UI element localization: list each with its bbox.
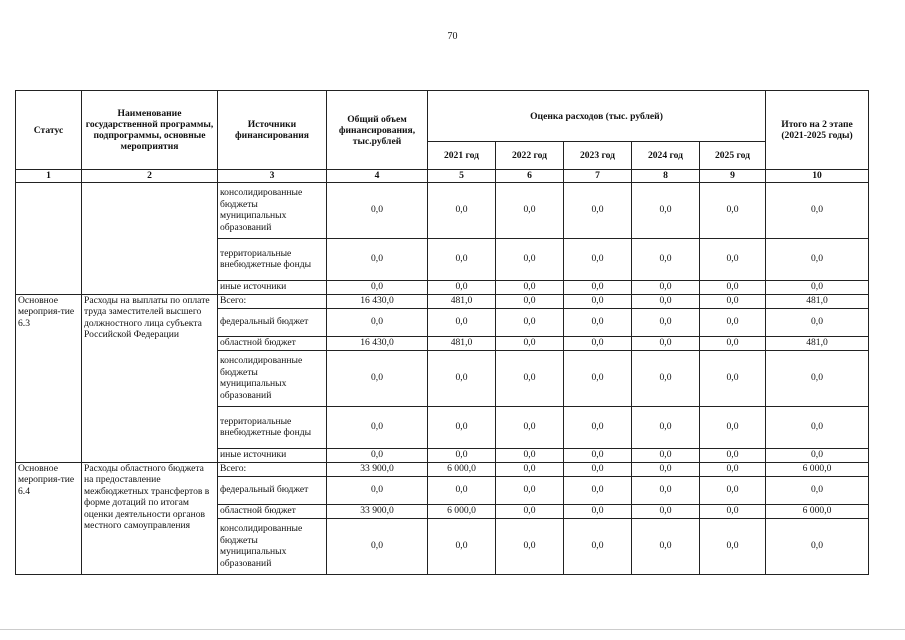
column-number: 6 [496,170,564,183]
funding-source-cell: Всего: [218,294,327,308]
header-year: 2024 год [632,142,700,170]
year-amount-cell: 0,0 [632,476,700,504]
year-amount-cell: 0,0 [632,518,700,574]
header-year: 2025 год [700,142,766,170]
year-amount-cell: 0,0 [428,238,496,280]
stage-total-cell: 0,0 [766,476,869,504]
stage-total-cell: 481,0 [766,294,869,308]
year-amount-cell: 0,0 [564,476,632,504]
year-amount-cell: 0,0 [564,518,632,574]
program-name-cell [82,182,218,294]
year-amount-cell: 0,0 [700,518,766,574]
year-amount-cell: 0,0 [700,308,766,336]
page-number: 70 [447,31,458,42]
year-amount-cell: 0,0 [632,462,700,476]
year-amount-cell: 0,0 [496,504,564,518]
year-amount-cell: 6 000,0 [428,462,496,476]
year-amount-cell: 481,0 [428,294,496,308]
year-amount-cell: 0,0 [700,280,766,294]
total-amount-cell: 0,0 [327,518,428,574]
year-amount-cell: 0,0 [428,280,496,294]
header-estimate: Оценка расходов (тыс. рублей) [428,91,766,142]
year-amount-cell: 0,0 [632,350,700,406]
header-year: 2023 год [564,142,632,170]
year-amount-cell: 481,0 [428,336,496,350]
year-amount-cell: 0,0 [632,504,700,518]
year-amount-cell: 0,0 [496,336,564,350]
year-amount-cell: 0,0 [632,238,700,280]
funding-source-cell: территориальные внебюджетные фонды [218,406,327,448]
total-amount-cell: 0,0 [327,476,428,504]
header-year: 2021 год [428,142,496,170]
stage-total-cell: 0,0 [766,406,869,448]
year-amount-cell: 0,0 [700,406,766,448]
stage-total-cell: 0,0 [766,448,869,462]
stage-total-cell: 0,0 [766,182,869,238]
year-amount-cell: 0,0 [700,336,766,350]
year-amount-cell: 0,0 [496,518,564,574]
funding-source-cell: Всего: [218,462,327,476]
year-amount-cell: 0,0 [564,462,632,476]
year-amount-cell: 0,0 [496,476,564,504]
year-amount-cell: 0,0 [632,182,700,238]
year-amount-cell: 0,0 [564,294,632,308]
year-amount-cell: 0,0 [564,280,632,294]
total-amount-cell: 16 430,0 [327,294,428,308]
year-amount-cell: 0,0 [428,448,496,462]
total-amount-cell: 0,0 [327,182,428,238]
status-cell: Основное мероприя-тие 6.4 [16,462,82,574]
program-name-cell: Расходы на выплаты по оплате труда заместителей высшего должностного лица субъекта Российской Федерации [82,294,218,462]
year-amount-cell: 0,0 [700,476,766,504]
stage-total-cell: 0,0 [766,238,869,280]
column-number-row [16,170,869,183]
stage-total-cell: 6 000,0 [766,462,869,476]
year-amount-cell: 0,0 [632,294,700,308]
year-amount-cell: 6 000,0 [428,504,496,518]
year-amount-cell: 0,0 [564,406,632,448]
year-amount-cell: 0,0 [700,462,766,476]
year-amount-cell: 0,0 [428,476,496,504]
year-amount-cell: 0,0 [496,350,564,406]
funding-source-cell: иные источники [218,280,327,294]
total-amount-cell: 0,0 [327,406,428,448]
year-amount-cell: 0,0 [564,238,632,280]
year-amount-cell: 0,0 [564,182,632,238]
stage-total-cell: 0,0 [766,350,869,406]
column-number: 2 [82,170,218,183]
stage-total-cell: 0,0 [766,280,869,294]
column-number: 4 [327,170,428,183]
header-year: 2022 год [496,142,564,170]
program-name-cell: Расходы областного бюджета на предоставление межбюджетных трансфертов в форме дотаций по итогам оценки деятельности органов местного самоуправления [82,462,218,574]
stage-total-cell: 0,0 [766,308,869,336]
funding-source-cell: иные источники [218,448,327,462]
total-amount-cell: 33 900,0 [327,462,428,476]
page-edge-divider [0,629,905,630]
budget-table [15,90,869,575]
year-amount-cell: 0,0 [632,406,700,448]
column-number: 3 [218,170,327,183]
column-number: 5 [428,170,496,183]
year-amount-cell: 0,0 [700,350,766,406]
total-amount-cell: 0,0 [327,280,428,294]
year-amount-cell: 0,0 [496,280,564,294]
year-amount-cell: 0,0 [632,448,700,462]
table-row [16,182,869,238]
table-body [16,182,869,574]
table-row [16,294,869,308]
funding-source-cell: консолидированные бюджеты муниципальных образований [218,182,327,238]
year-amount-cell: 0,0 [700,504,766,518]
year-amount-cell: 0,0 [700,238,766,280]
total-amount-cell: 0,0 [327,448,428,462]
year-amount-cell: 0,0 [632,280,700,294]
column-number: 1 [16,170,82,183]
year-amount-cell: 0,0 [428,182,496,238]
year-amount-cell: 0,0 [496,182,564,238]
header-status: Статус [16,91,82,170]
year-amount-cell: 0,0 [428,350,496,406]
funding-source-cell: консолидированные бюджеты муниципальных образований [218,350,327,406]
funding-source-cell: территориальные внебюджетные фонды [218,238,327,280]
year-amount-cell: 0,0 [632,336,700,350]
funding-source-cell: федеральный бюджет [218,476,327,504]
year-amount-cell: 0,0 [632,308,700,336]
year-amount-cell: 0,0 [700,294,766,308]
stage-total-cell: 0,0 [766,518,869,574]
funding-source-cell: областной бюджет [218,336,327,350]
total-amount-cell: 0,0 [327,350,428,406]
total-amount-cell: 33 900,0 [327,504,428,518]
total-amount-cell: 16 430,0 [327,336,428,350]
status-cell: Основное мероприя-тие 6.3 [16,294,82,462]
stage-total-cell: 481,0 [766,336,869,350]
header-sources: Источники финансирования [218,91,327,170]
year-amount-cell: 0,0 [564,448,632,462]
total-amount-cell: 0,0 [327,308,428,336]
year-amount-cell: 0,0 [428,518,496,574]
year-amount-cell: 0,0 [496,308,564,336]
year-amount-cell: 0,0 [428,308,496,336]
year-amount-cell: 0,0 [564,308,632,336]
status-cell [16,182,82,294]
table-header [16,91,869,183]
year-amount-cell: 0,0 [496,238,564,280]
column-number: 7 [564,170,632,183]
column-number: 8 [632,170,700,183]
year-amount-cell: 0,0 [496,462,564,476]
funding-source-cell: федеральный бюджет [218,308,327,336]
total-amount-cell: 0,0 [327,238,428,280]
table-row [16,462,869,476]
year-amount-cell: 0,0 [496,406,564,448]
year-amount-cell: 0,0 [428,406,496,448]
header-name: Наименование государственной программы, подпрограммы, основные мероприятия [82,91,218,170]
year-amount-cell: 0,0 [700,448,766,462]
funding-source-cell: консолидированные бюджеты муниципальных образований [218,518,327,574]
year-amount-cell: 0,0 [564,336,632,350]
stage-total-cell: 6 000,0 [766,504,869,518]
year-amount-cell: 0,0 [700,182,766,238]
year-amount-cell: 0,0 [496,448,564,462]
header-stage-total: Итого на 2 этапе (2021-2025 годы) [766,91,869,170]
year-amount-cell: 0,0 [564,504,632,518]
column-number: 9 [700,170,766,183]
header-total: Общий объем финансирования, тыс.рублей [327,91,428,170]
funding-source-cell: областной бюджет [218,504,327,518]
column-number: 10 [766,170,869,183]
year-amount-cell: 0,0 [496,294,564,308]
year-amount-cell: 0,0 [564,350,632,406]
